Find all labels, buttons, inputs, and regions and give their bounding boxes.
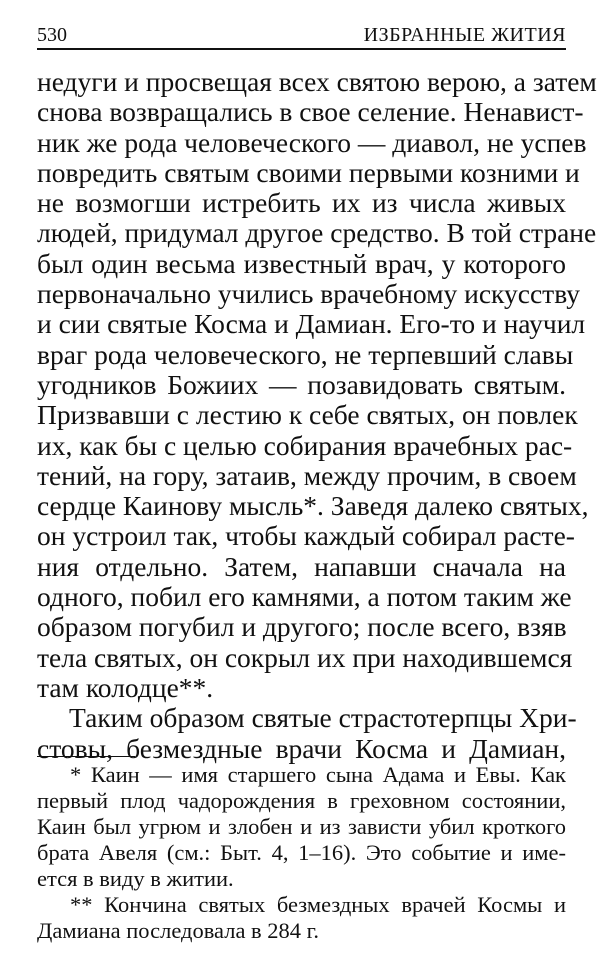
text-line: ник же рода человеческого — диавол, не успев [37, 126, 587, 158]
text-line: недуги и просвещая всех святою верою, а затем [37, 66, 597, 97]
text-line: повредить святым своими первыми козними и [37, 156, 580, 188]
text-line: первоначально учились врачебному искусству [37, 278, 580, 310]
footnote-line: ** Кончина святых безмездных врачей Космы и [70, 892, 566, 917]
footnote-2 [37, 892, 566, 944]
footnote-line: первый плод чадорождения в греховном состоянии, [37, 788, 566, 813]
footnote-line: брата Авеля (см.: Быт. 4, 1–16). Это событие и име- [37, 840, 566, 865]
book-title: ИЗБРАННЫЕ ЖИТИЯ [363, 24, 566, 46]
footnote-1 [37, 762, 566, 892]
page-number: 530 [37, 24, 67, 46]
text-line: их, как бы с целью собирания врачебных рас- [37, 429, 573, 461]
text-line: Таким образом святые страстотерпцы Хри- [69, 702, 577, 734]
text-line: там колодце**. [37, 671, 214, 703]
text-line: Призвавши с лестию к себе святых, он повлек [37, 399, 578, 431]
footnote-line: Дамиана последовала в 284 г. [37, 918, 319, 943]
text-line: враг рода человеческого, не терпевший славы [37, 338, 574, 370]
text-line: тела святых, он сокрыл их при находившемся [37, 641, 573, 673]
text-line: образом погубил и другого; после всего, взяв [37, 611, 567, 643]
text-line: был один весьма известный врач, у которого [37, 247, 566, 279]
text-line: и сии святые Косма и Дамиан. Его-то и научил [37, 308, 586, 340]
text-line: он устроил так, чтобы каждый собирал расте- [37, 520, 575, 552]
main-text [37, 66, 597, 764]
text-line: сердце Каинову мысль*. Заведя далеко святых, [37, 490, 589, 522]
footnote-line: Каин был угрюм и злобен и из зависти убил кроткого [37, 814, 566, 839]
text-line: угодников Божиих — позавидовать святым. [37, 368, 566, 400]
text-line: тений, на гору, затаив, между прочим, в своем [37, 459, 577, 491]
footnote-line: * Каин — имя старшего сына Адама и Евы. Как [70, 762, 566, 787]
footnote-separator [37, 756, 135, 757]
text-line: снова возвращались в свое селение. Ненавист- [37, 96, 584, 128]
text-line: стовы, безмездные врачи Косма и Дамиан, [37, 732, 566, 764]
text-line: не возмогши истребить их из числа живых [37, 187, 566, 219]
running-header [37, 24, 566, 50]
text-line: ния отдельно. Затем, напавши сначала на [37, 550, 566, 582]
footnotes [37, 762, 566, 944]
paragraph-2 [37, 702, 577, 764]
footnote-line: ется в виду в житии. [37, 866, 234, 891]
text-line: людей, придумал другое средство. В той стране [37, 217, 597, 249]
paragraph-1 [37, 66, 597, 703]
text-line: одного, побил его камнями, а потом таким же [37, 581, 572, 613]
